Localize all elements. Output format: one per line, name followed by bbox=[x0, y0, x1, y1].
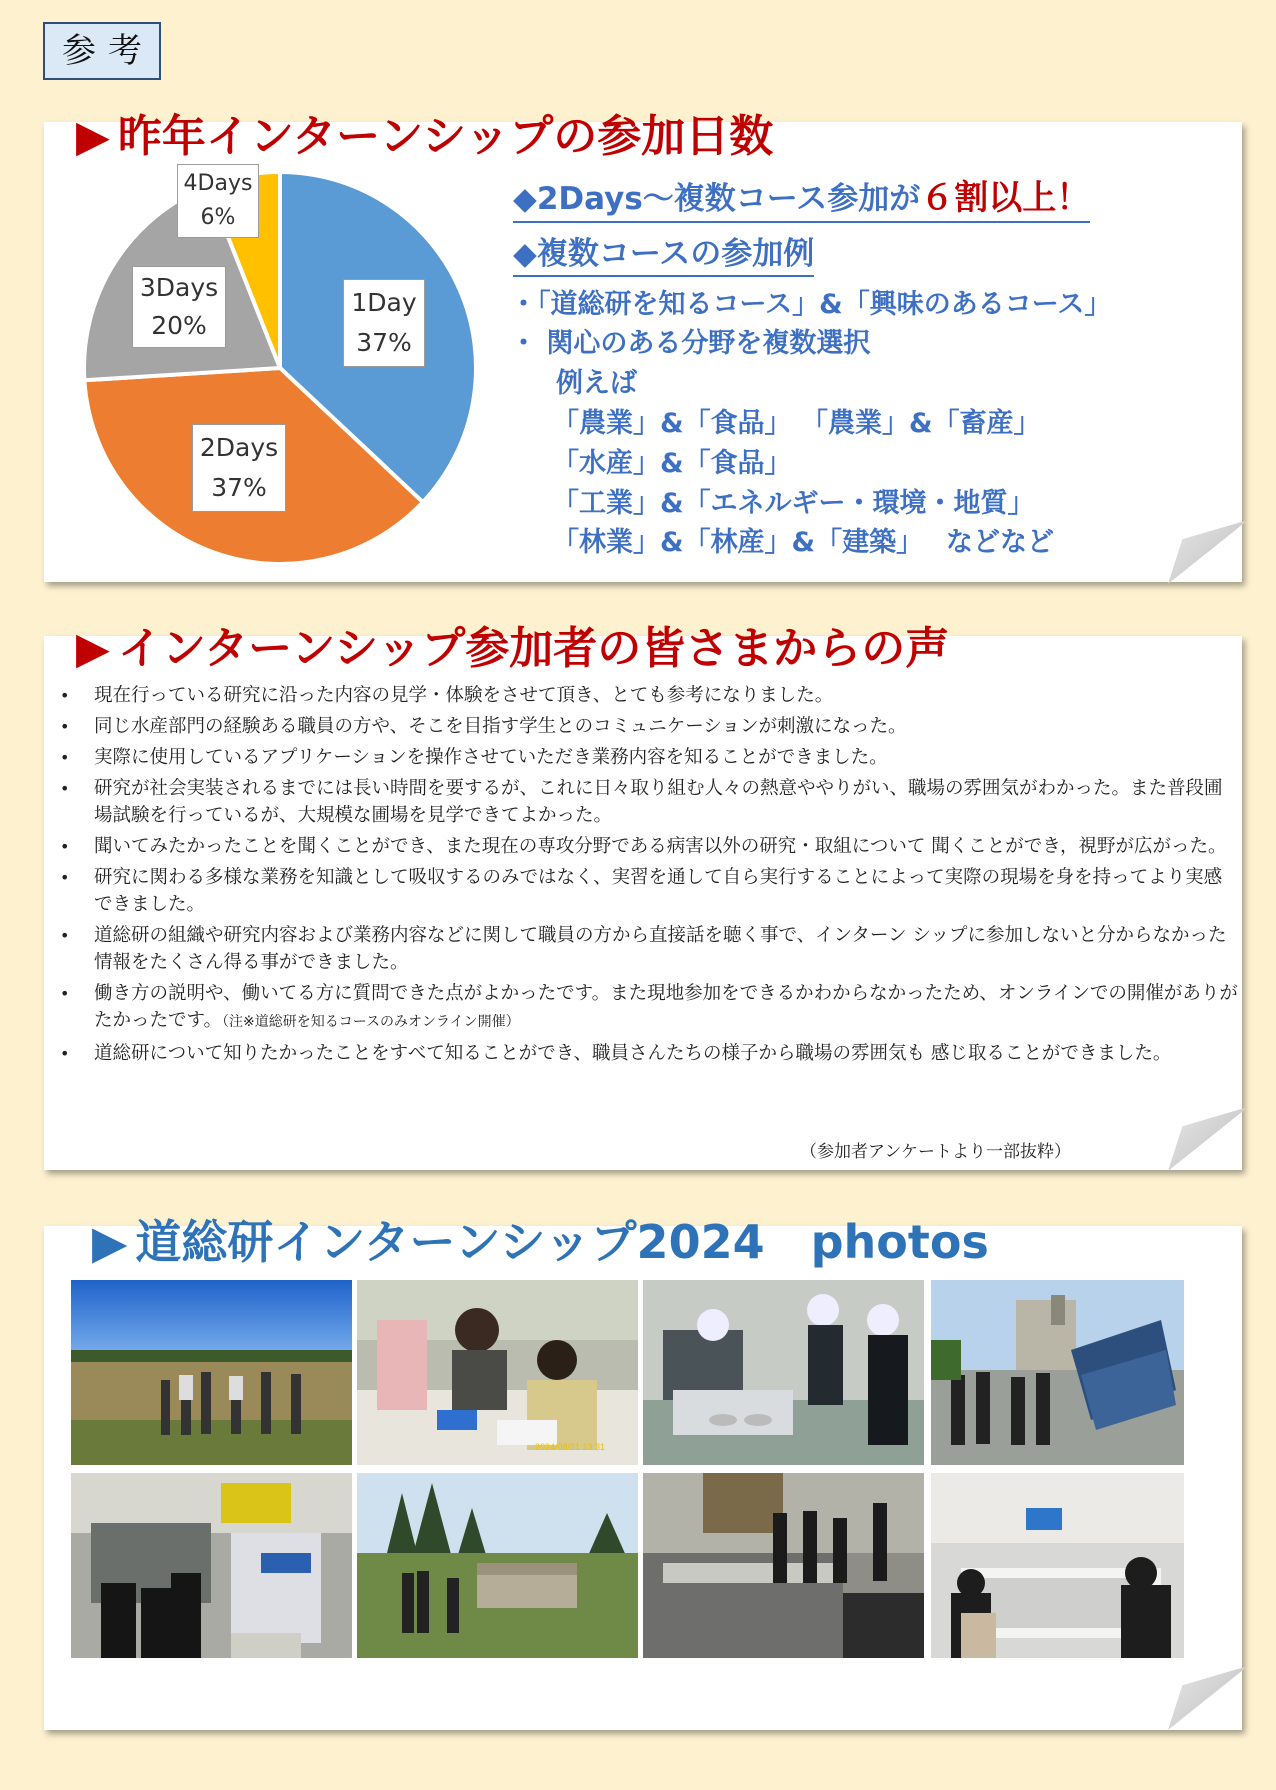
photo-solar-panels bbox=[931, 1280, 1212, 1465]
voices-list bbox=[58, 682, 1238, 1071]
voice-item: • 聞いてみたかったことを聞くことができ、また現在の専攻分野である病害以外の研究・取組について 聞くことができ，視野が広がった。 bbox=[58, 833, 1238, 860]
online-note: （注※道総研を知るコースのみオンライン開催） bbox=[222, 1014, 520, 1030]
voice-item: • 道総研について知りたかったことをすべて知ることができ、職員さんたちの様子から職場の雰囲気も 感じ取ることができました。 bbox=[58, 1040, 1238, 1067]
pie-label-2days-text: 2Days 37% bbox=[199, 433, 279, 502]
voice-item: • 実際に使用しているアプリケーションを操作させていただき業務内容を知ることができました。 bbox=[58, 744, 1238, 771]
section2-title: ▶ インターンシップ参加者の皆さまからの声 bbox=[76, 623, 950, 674]
pie-label-1day-text: 1Day 37% bbox=[351, 288, 417, 357]
triangle-icon: ▶ bbox=[92, 1215, 128, 1269]
photo-lab-work bbox=[357, 1280, 638, 1465]
reference-badge: 参考 bbox=[43, 22, 161, 80]
voice-item: • 現在行っている研究に沿った内容の見学・体験をさせて頂き、とても参考になりました。 bbox=[58, 682, 1238, 709]
pie-label-3days bbox=[132, 266, 226, 348]
voice-item bbox=[58, 980, 1238, 1036]
photo-timber-yard bbox=[357, 1473, 638, 1658]
pie-label-2days bbox=[192, 424, 286, 512]
photo-field-tour bbox=[71, 1280, 352, 1465]
course-example-line-4: 「農業」&「食品」 「農業」&「畜産」 bbox=[552, 408, 1041, 439]
voice-item: • 道総研の組織や研究内容および業務内容などに関して職員の方から直接話を聴く事で、インターン シップに参加しないと分からなかった情報をたくさん得る事ができました。 bbox=[58, 922, 1238, 976]
pie-label-4days-text: 4Days 6% bbox=[183, 171, 253, 230]
course-example-line-2: ・ 関心のある分野を複数選択 bbox=[510, 328, 871, 359]
voice-item: • 研究に関わる多様な業務を知識として吸収するのみではなく、実習を通して自ら実行することによって実際の現場を身を持ってより実感できました。 bbox=[58, 864, 1238, 918]
headline-emphasis: ６割以上！ bbox=[920, 178, 1091, 218]
course-example-line-5: 「水産」&「食品」 bbox=[552, 448, 792, 479]
photo-food-lab bbox=[643, 1280, 924, 1465]
pie-label-4days bbox=[177, 164, 259, 238]
voice-item: • 研究が社会実装されるまでには長い時間を要するが、これに日々取り組む人々の熱意ややりがい、職場の雰囲気がわかった。また普段圃場試験を行っているが、大規模な圃場を見学できてよかった。 bbox=[58, 775, 1238, 829]
photo-timestamp: 2024/08/21 13:31 bbox=[535, 1442, 606, 1452]
pie-label-1day bbox=[343, 279, 425, 367]
photo-wood-machinery bbox=[643, 1473, 924, 1658]
pie-label-3days-text: 3Days 20% bbox=[139, 273, 219, 340]
course-example-line-6: 「工業」&「エネルギー・環境・地質」 bbox=[552, 488, 1035, 519]
section3-title: ▶ 道総研インターンシップ2024 photos bbox=[92, 1215, 989, 1269]
multi-course-headline: ◆2Days～複数コース参加が６割以上！ bbox=[513, 170, 1090, 223]
triangle-icon: ▶ bbox=[76, 111, 110, 162]
course-example-line-7: 「林業」&「林産」&「建築」 などなど bbox=[552, 527, 1054, 558]
photo-factory-machine bbox=[71, 1473, 352, 1658]
photo-meeting-room bbox=[931, 1473, 1212, 1658]
voice-item: • 同じ水産部門の経験ある職員の方や、そこを目指す学生とのコミュニケーションが刺激になった。 bbox=[58, 713, 1238, 740]
course-example-line-1: ・「道総研を知るコース」&「興味のあるコース」 bbox=[510, 289, 1112, 320]
triangle-icon: ▶ bbox=[76, 623, 110, 674]
example-subheading: ◆複数コースの参加例 bbox=[513, 228, 814, 277]
course-example-line-3: 例えば bbox=[556, 368, 637, 399]
source-note: （参加者アンケートより一部抜粋） bbox=[800, 1142, 1071, 1162]
section1-title: ▶ 昨年インターンシップの参加日数 bbox=[76, 111, 774, 162]
voice-item-text: 働き方の説明や、働いてる方に質問できた点がよかったです。また現地参加をできるかわからなかったため、オンラインでの開催がありがたかったです。 bbox=[94, 983, 1238, 1031]
